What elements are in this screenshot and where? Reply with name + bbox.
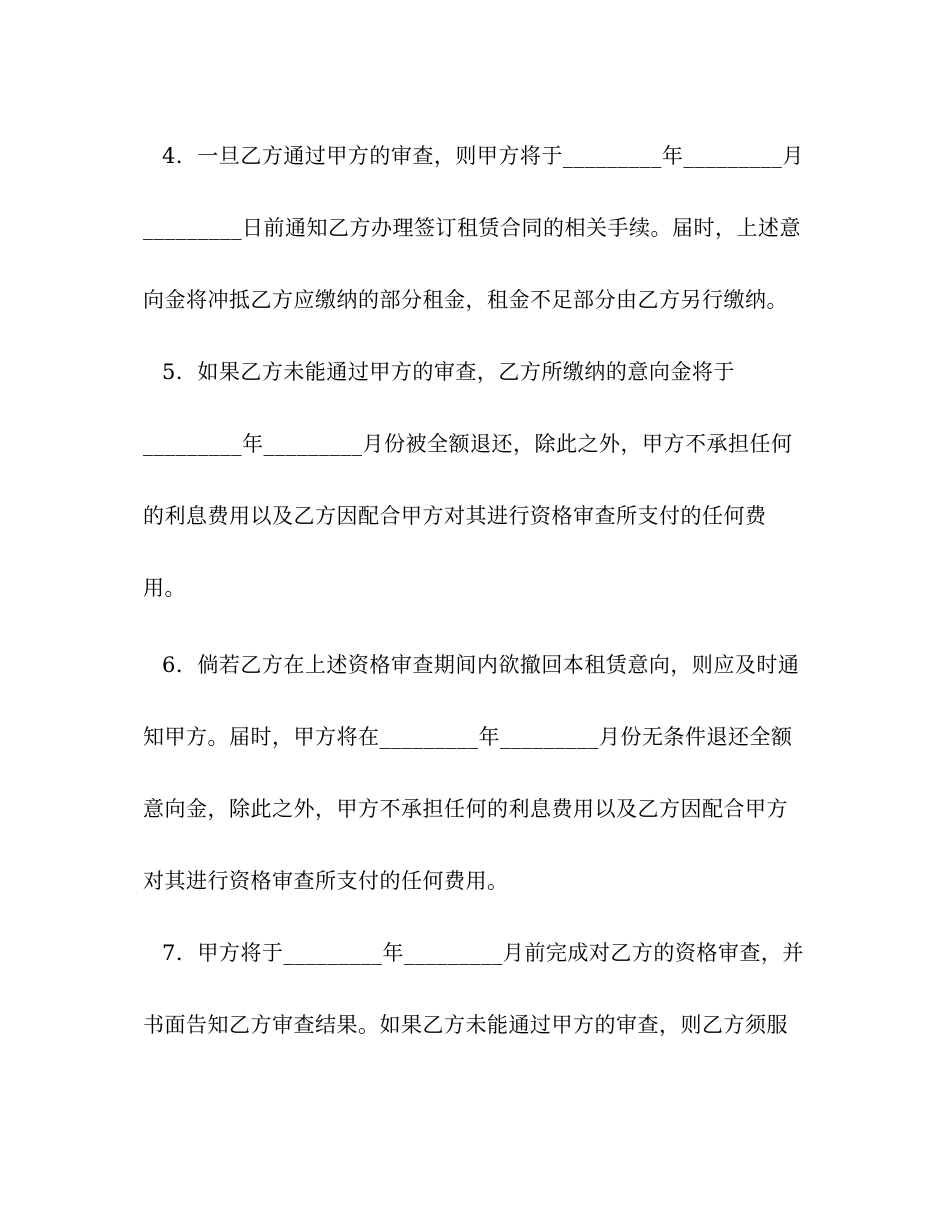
clause-6-line-1: 6．倘若乙方在上述资格审查期间内欲撤回本租赁意向，则应及时通 <box>162 653 800 677</box>
clause-5-line-4: 用。 <box>143 576 186 600</box>
clause-4-line-3: 向金将冲抵乙方应缴纳的部分租金，租金不足部分由乙方另行缴纳。 <box>143 288 788 312</box>
clause-6-line-2: 知甲方。届时，甲方将在_________年_________月份无条件退还全额 <box>143 725 793 749</box>
clause-6-line-3: 意向金，除此之外，甲方不承担任何的利息费用以及乙方因配合甲方 <box>143 797 788 821</box>
clause-4-line-2: _________日前通知乙方办理签订租赁合同的相关手续。届时，上述意 <box>143 216 801 240</box>
clause-6-line-4: 对其进行资格审查所支付的任何费用。 <box>143 869 509 893</box>
clause-5-line-2: _________年_________月份被全额退还，除此之外，甲方不承担任何 <box>143 432 793 456</box>
clause-5-line-3: 的利息费用以及乙方因配合甲方对其进行资格审查所支付的任何费 <box>143 504 767 528</box>
clause-7-line-1: 7．甲方将于_________年_________月前完成对乙方的资格审查，并 <box>162 941 804 965</box>
clause-4-line-1: 4．一旦乙方通过甲方的审查，则甲方将于_________年_________月 <box>162 144 804 168</box>
clause-5-line-1: 5．如果乙方未能通过甲方的审查，乙方所缴纳的意向金将于 <box>162 360 735 384</box>
clause-7-line-2: 书面告知乙方审查结果。如果乙方未能通过甲方的审查，则乙方须服 <box>143 1013 788 1037</box>
